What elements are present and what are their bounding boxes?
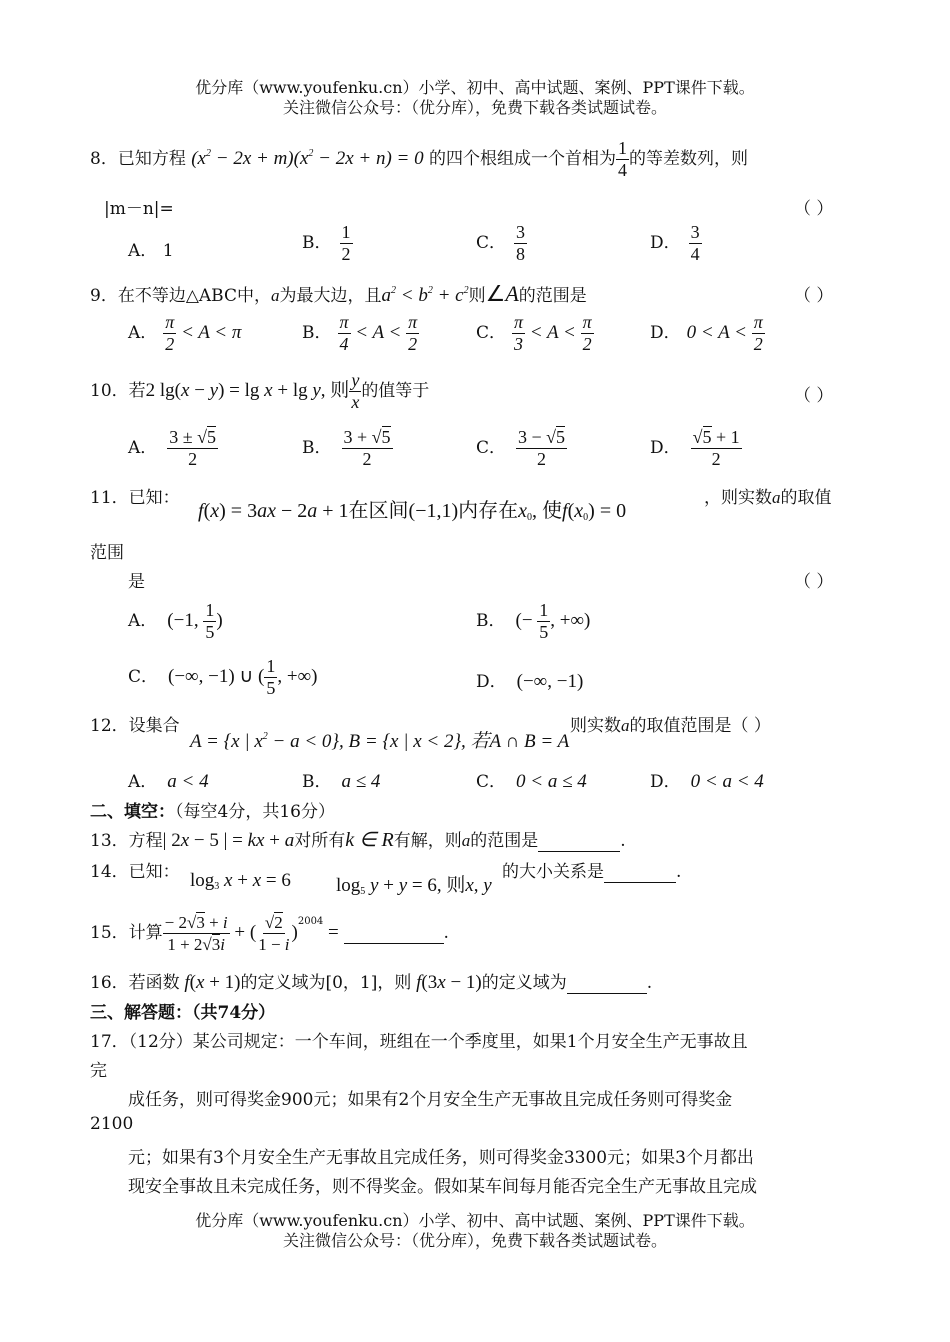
question-text: 的四个根组成一个首相为 [429, 149, 617, 169]
question-12: 12．设集合 [90, 716, 180, 736]
set-definition: A = {x | $x^2 - a < 0$}, B = {x | x < 2}, 若A ∩ B = A [190, 731, 570, 752]
option-a: A． a < 4 [128, 771, 209, 792]
option-a: A． (−1, $\frac{1}{5}$ ) [128, 600, 223, 642]
answer-parens: （ ） [794, 572, 834, 592]
equation: | 2x − 5 | = kx + a [162, 830, 295, 851]
answer-blank[interactable] [567, 973, 647, 994]
option-a: A． $\frac{\pi}{2}$ < A < π [128, 312, 242, 354]
answer-parens: （ ） [794, 286, 834, 306]
question-17-line-1b: 完 [90, 1061, 107, 1081]
question-8 [90, 138, 748, 181]
question-10: 10．若2 lg(x − y) = lg x + lg y, 则 $\frac{y}{x}$ 的值等于 [90, 370, 430, 412]
equation: $(x^2 - 2x + m)(x^2 - 2x + n) = 0$ [191, 148, 424, 169]
equation: $\log_3 x + x = 6$ [190, 870, 291, 892]
footer-line-1: 优分库（www.youfenku.cn）小学、初中、高中试题、案例、PPT课件下载。 [195, 1211, 755, 1230]
answer-blank[interactable] [344, 923, 444, 944]
question-14: 14．已知： [90, 862, 180, 882]
question-12-tail: 则实数a的取值范围是（ ） [570, 716, 771, 736]
option-b: B． $\frac{1}{2}$ [302, 222, 351, 264]
header-line-2: 关注微信公众号：（优分库），免费下载各类试题试卷。 [282, 98, 667, 117]
question-16: 16．若函数 f(x + 1)的定义域为[0，1]，则 f(3x − 1)的定义域为 . [90, 972, 653, 993]
question-17-line-1: 17．（12分）某公司规定：一个车间，班组在一个季度里，如果1个月安全生产无事故且 [90, 1032, 748, 1052]
option-c: C． 0 < a ≤ 4 [476, 771, 587, 792]
header-line-1: 优分库（www.youfenku.cn）小学、初中、高中试题、案例、PPT课件下载。 [195, 78, 755, 97]
option-c: C． $\frac{3 - √5}{2}$ [476, 427, 566, 469]
question-17-line-4: 现安全事故且未完成任务，则不得奖金。假如某车间每月能否完全生产无事故且完成 [128, 1177, 757, 1197]
question-8-line-2: |m－n|= [104, 199, 174, 219]
equation: $\log_5 y + y = 6$, 则x, y [336, 875, 492, 897]
question-11-line-3: 是 [128, 572, 145, 592]
angle-a: ∠A [485, 281, 519, 306]
option-d: D． (−∞, −1) [476, 671, 584, 692]
question-text: 已知方程 [117, 149, 186, 169]
option-d: D． $\frac{3}{4}$ [650, 222, 700, 264]
answer-parens: （ ） [794, 386, 834, 406]
question-9: 9．在不等边△ABC中，a为最大边，且$a^2 < b^2 + c^2$则∠A的范围是 [90, 281, 587, 306]
option-b: B． a ≤ 4 [302, 771, 381, 792]
answer-blank[interactable] [604, 862, 676, 883]
question-text: 的等差数列，则 [629, 149, 749, 169]
answer-parens: （ ） [794, 199, 834, 219]
question-17-line-2b: 2100 [90, 1114, 134, 1134]
question-17-line-3: 元；如果有3个月安全生产无事故且完成任务，则可得奖金3300元；如果3个月都出 [128, 1148, 754, 1168]
question-11: 11．已知： [90, 488, 180, 508]
question-13: 13．方程| 2x − 5 | = kx + a对所有k ∈ R有解，则a的范围是 . [90, 829, 626, 851]
footer-line-2: 关注微信公众号：（优分库），免费下载各类试题试卷。 [282, 1231, 667, 1250]
option-c: C． (−∞, −1) ∪ ( $\frac{1}{5}$ , +∞) [128, 656, 318, 698]
option-d: D． 0 < a < 4 [650, 771, 764, 792]
option-c: C． $\frac{3}{8}$ [476, 222, 526, 264]
equation: 2 lg(x − y) = lg x + lg y, 则 [145, 380, 350, 401]
option-b: B． (− $\frac{1}{5}$ , +∞) [476, 600, 591, 642]
option-a: A． $\frac{3 \pm √5}{2}$ [128, 427, 217, 469]
option-d: D． $\frac{√5 + 1}{2}$ [650, 427, 740, 469]
answer-blank[interactable] [538, 831, 620, 852]
question-14-tail: 的大小关系是 . [502, 862, 682, 882]
option-d: D． 0 < A < $\frac{\pi}{2}$ [650, 312, 763, 354]
inequality: $a^2 < b^2 + c^2$ [381, 285, 469, 306]
question-17-line-2: 成任务，则可得奖金900元；如果有2个月安全生产无事故且完成任务则可得奖金 [128, 1090, 733, 1110]
question-number: 8． [90, 149, 118, 169]
fraction: $\frac{1}{4}$ [618, 138, 628, 180]
question-11-line-2: 范围 [90, 543, 124, 563]
option-a: A． 1 [128, 241, 174, 261]
question-11-tail: ，则实数a的取值 [704, 488, 832, 508]
section-2-heading: 二、填空：（每空4分，共16分） [90, 802, 335, 822]
option-b: B． $\frac{\pi}{4}$ < A < $\frac{\pi}{2}$ [302, 312, 418, 354]
option-c: C． $\frac{\pi}{3}$ < A < $\frac{\pi}{2}$ [476, 312, 592, 354]
option-b: B． $\frac{3 + √5}{2}$ [302, 427, 391, 469]
section-3-heading: 三、解答题：（共74分） [90, 1003, 276, 1023]
equation: f(x) = 3ax − 2a + 1在区间(−1,1)内存在$x_0$, 使$f(x_0) = 0$ [198, 500, 627, 523]
question-15: 15．计算 $\frac{- 2√3 + i}{1 + 2√3i}$ + ( $\frac{√2}{1 - i}$ )$^{2004}$ = . [90, 913, 449, 954]
